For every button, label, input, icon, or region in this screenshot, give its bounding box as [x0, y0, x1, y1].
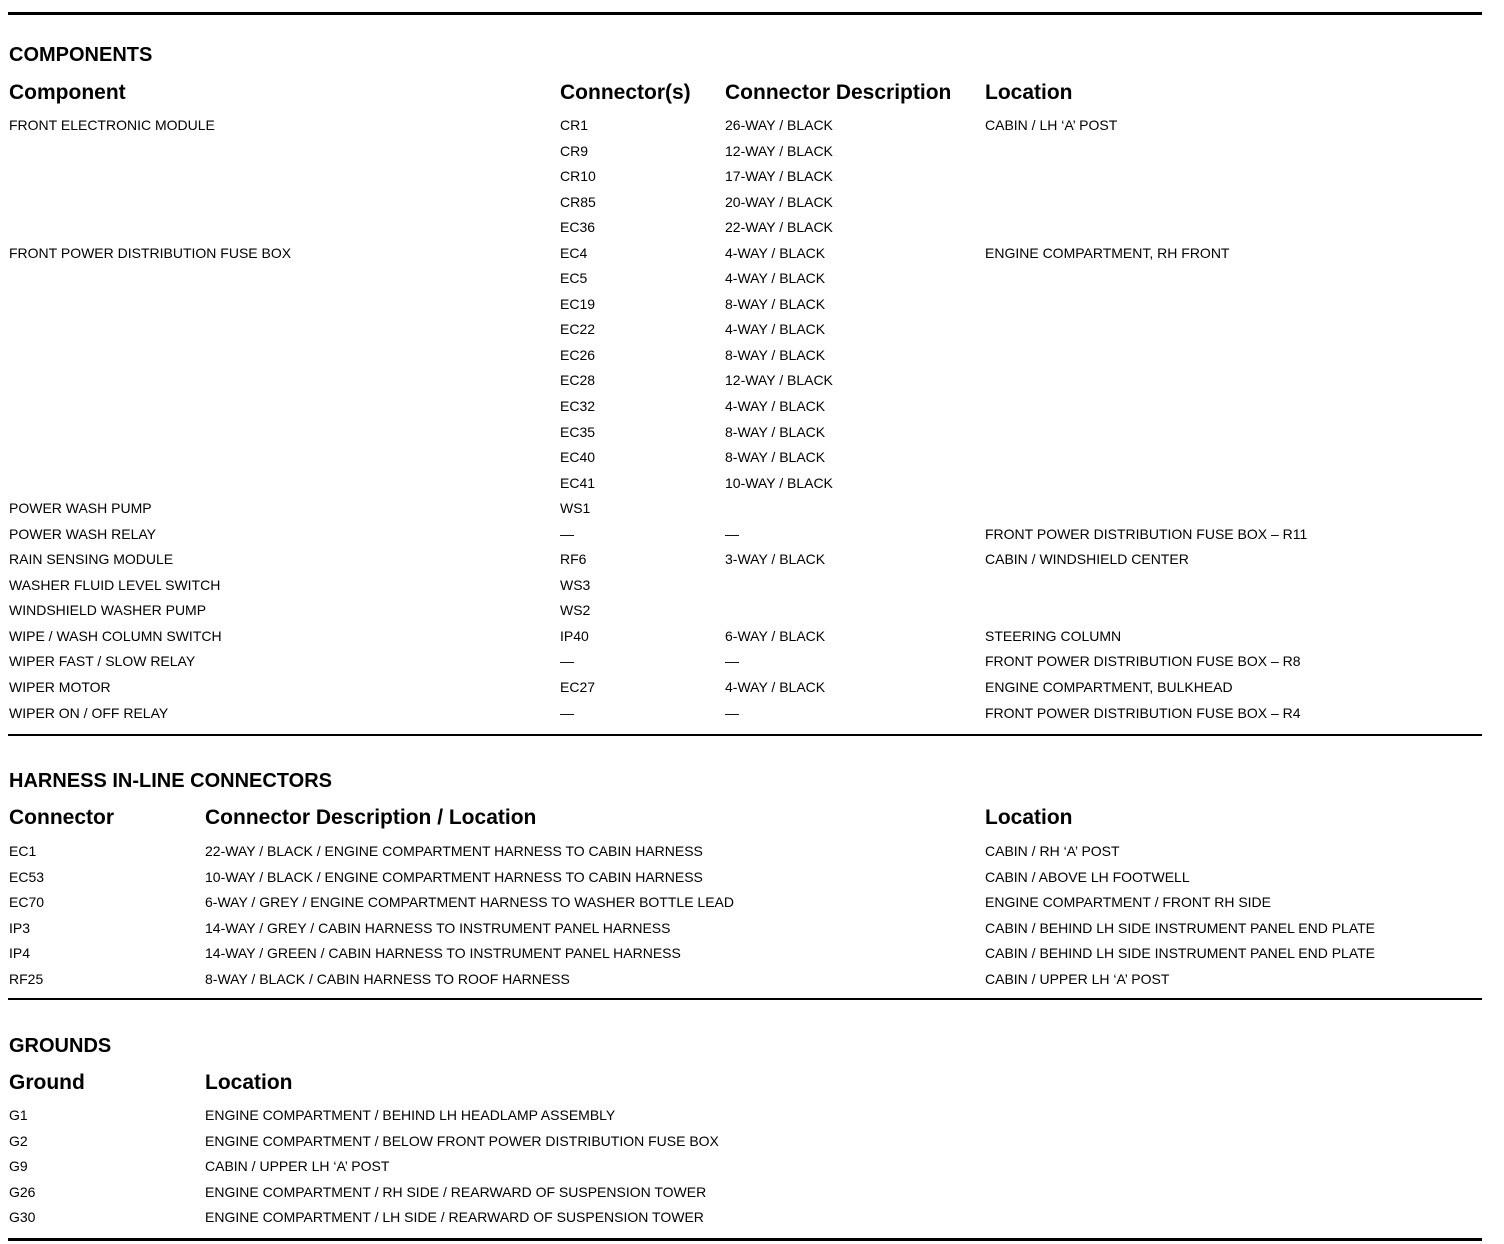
table-row	[0, 678, 1504, 704]
connector-id-cell: EC5	[560, 270, 588, 287]
connector-description-cell: 17-WAY / BLACK	[725, 168, 833, 185]
table-row	[0, 193, 1504, 219]
location-cell: FRONT POWER DISTRIBUTION FUSE BOX – R8	[985, 653, 1301, 670]
location-cell: FRONT POWER DISTRIBUTION FUSE BOX – R4	[985, 704, 1301, 721]
table-row	[0, 868, 1504, 894]
grounds-header-ground: Ground	[9, 1071, 85, 1094]
connector-description-cell: 6-WAY / GREY / ENGINE COMPARTMENT HARNESS TO WASHER BOTTLE LEAD	[205, 894, 734, 911]
connector-id-cell: RF6	[560, 551, 587, 568]
connector-description-cell: 10-WAY / BLACK / ENGINE COMPARTMENT HARNESS TO CABIN HARNESS	[205, 868, 703, 885]
harness-section-title: HARNESS IN-LINE CONNECTORS	[9, 770, 332, 792]
connector-description-cell: —	[725, 525, 739, 542]
table-row	[0, 1157, 1504, 1183]
location-cell: ENGINE COMPARTMENT / LH SIDE / REARWARD OF SUSPENSION TOWER	[205, 1209, 704, 1226]
table-row	[0, 525, 1504, 551]
connector-id-cell: WS1	[560, 500, 591, 517]
connector-id-cell: —	[560, 653, 574, 670]
connector-description-cell: 14-WAY / GREY / CABIN HARNESS TO INSTRUMENT PANEL HARNESS	[205, 919, 671, 936]
components-table-body	[0, 116, 1504, 729]
grounds-header-location: Location	[205, 1071, 293, 1094]
connector-id-cell: —	[560, 704, 574, 721]
table-row	[0, 1208, 1504, 1234]
connector-id-cell: CR10	[560, 168, 596, 185]
harness-header-location: Location	[985, 806, 1073, 829]
table-row	[0, 919, 1504, 945]
table-row	[0, 576, 1504, 602]
location-cell: CABIN / RH ‘A’ POST	[985, 843, 1120, 859]
connector-description-cell: 3-WAY / BLACK	[725, 551, 826, 568]
table-row	[0, 893, 1504, 919]
connector-id-cell: IP40	[560, 627, 589, 644]
component-name-cell: FRONT ELECTRONIC MODULE	[9, 117, 215, 133]
table-row	[0, 244, 1504, 270]
connector-description-cell: 8-WAY / BLACK / CABIN HARNESS TO ROOF HARNESS	[205, 970, 570, 987]
connector-description-cell: 4-WAY / BLACK	[725, 244, 826, 261]
harness-header-connector: Connector	[9, 806, 114, 829]
connector-id-cell: EC4	[560, 244, 588, 261]
location-cell: CABIN / LH ‘A’ POST	[985, 117, 1118, 133]
ground-id-cell: G26	[9, 1183, 36, 1200]
location-cell: CABIN / ABOVE LH FOOTWELL	[985, 868, 1190, 885]
connector-description-cell: 8-WAY / BLACK	[725, 449, 826, 466]
connector-id-cell: EC1	[9, 843, 37, 859]
table-row	[0, 397, 1504, 423]
table-row	[0, 550, 1504, 576]
components-header-location: Location	[985, 81, 1073, 104]
components-header-component: Component	[9, 81, 126, 104]
connector-id-cell: EC32	[560, 398, 596, 415]
connector-id-cell: EC40	[560, 449, 596, 466]
component-name-cell: WIPER FAST / SLOW RELAY	[9, 653, 196, 670]
component-name-cell: WIPER ON / OFF RELAY	[9, 704, 169, 721]
location-cell: ENGINE COMPARTMENT, RH FRONT	[985, 244, 1230, 261]
table-row	[0, 627, 1504, 653]
connector-description-cell: 22-WAY / BLACK	[725, 219, 833, 236]
ground-id-cell: G30	[9, 1209, 36, 1226]
component-name-cell: RAIN SENSING MODULE	[9, 551, 174, 568]
connector-id-cell: EC19	[560, 295, 596, 312]
location-cell: ENGINE COMPARTMENT, BULKHEAD	[985, 679, 1233, 696]
location-cell: CABIN / UPPER LH ‘A’ POST	[205, 1158, 390, 1175]
ground-id-cell: G1	[9, 1107, 28, 1123]
harness-header-description: Connector Description / Location	[205, 806, 537, 829]
harness-bottom-rule	[8, 998, 1482, 1000]
connector-description-cell: 12-WAY / BLACK	[725, 372, 833, 389]
top-rule	[8, 12, 1482, 15]
component-name-cell: WIPE / WASH COLUMN SWITCH	[9, 627, 222, 644]
connector-description-cell: —	[725, 653, 739, 670]
location-cell: ENGINE COMPARTMENT / BELOW FRONT POWER DISTRIBUTION FUSE BOX	[205, 1132, 719, 1149]
location-cell: CABIN / BEHIND LH SIDE INSTRUMENT PANEL END PLATE	[985, 945, 1376, 962]
connector-id-cell: —	[560, 525, 574, 542]
connector-id-cell: EC22	[560, 321, 596, 338]
connector-description-cell: 4-WAY / BLACK	[725, 679, 826, 696]
connector-description-cell: 8-WAY / BLACK	[725, 346, 826, 363]
table-row	[0, 474, 1504, 500]
connector-id-cell: EC35	[560, 423, 596, 440]
grounds-section-title: GROUNDS	[9, 1035, 112, 1057]
location-cell: ENGINE COMPARTMENT / RH SIDE / REARWARD OF SUSPENSION TOWER	[205, 1183, 707, 1200]
location-cell: ENGINE COMPARTMENT / FRONT RH SIDE	[985, 894, 1271, 911]
connector-id-cell: CR9	[560, 142, 589, 159]
table-row	[0, 601, 1504, 627]
connector-id-cell: RF25	[9, 970, 44, 987]
table-row	[0, 116, 1504, 142]
components-bottom-rule	[8, 734, 1482, 736]
table-row	[0, 704, 1504, 730]
connector-description-cell: 26-WAY / BLACK	[725, 117, 833, 133]
component-name-cell: WIPER MOTOR	[9, 679, 111, 696]
components-section-title: COMPONENTS	[9, 44, 153, 66]
location-cell: FRONT POWER DISTRIBUTION FUSE BOX – R11	[985, 525, 1308, 542]
connector-description-cell: 20-WAY / BLACK	[725, 193, 833, 210]
table-row	[0, 269, 1504, 295]
table-row	[0, 218, 1504, 244]
table-row	[0, 1132, 1504, 1158]
table-row	[0, 499, 1504, 525]
table-row	[0, 1183, 1504, 1209]
table-row	[0, 448, 1504, 474]
connector-id-cell: EC70	[9, 894, 45, 911]
connector-description-cell: 8-WAY / BLACK	[725, 295, 826, 312]
connector-id-cell: EC36	[560, 219, 596, 236]
location-cell: CABIN / BEHIND LH SIDE INSTRUMENT PANEL END PLATE	[985, 919, 1376, 936]
table-row	[0, 842, 1504, 868]
connector-id-cell: CR1	[560, 117, 589, 133]
grounds-table-body	[0, 1106, 1504, 1234]
table-row	[0, 371, 1504, 397]
connector-description-cell: 6-WAY / BLACK	[725, 627, 826, 644]
connector-description-cell: 14-WAY / GREEN / CABIN HARNESS TO INSTRUMENT PANEL HARNESS	[205, 945, 681, 962]
components-header-connectors: Connector(s)	[560, 81, 691, 104]
connector-description-cell: 4-WAY / BLACK	[725, 398, 826, 415]
table-row	[0, 944, 1504, 970]
location-cell: ENGINE COMPARTMENT / BEHIND LH HEADLAMP ASSEMBLY	[205, 1107, 616, 1123]
location-cell: CABIN / UPPER LH ‘A’ POST	[985, 970, 1170, 987]
table-row	[0, 970, 1504, 996]
connector-description-cell: —	[725, 704, 739, 721]
connector-id-cell: EC27	[560, 679, 596, 696]
table-row	[0, 142, 1504, 168]
connector-description-cell: 4-WAY / BLACK	[725, 270, 826, 287]
connector-description-cell: 4-WAY / BLACK	[725, 321, 826, 338]
connector-id-cell: EC53	[9, 868, 45, 885]
bottom-rule	[8, 1238, 1482, 1241]
table-row	[0, 320, 1504, 346]
table-row	[0, 423, 1504, 449]
ground-id-cell: G2	[9, 1132, 28, 1149]
connector-id-cell: EC41	[560, 474, 596, 491]
table-row	[0, 167, 1504, 193]
table-row	[0, 346, 1504, 372]
component-name-cell: POWER WASH PUMP	[9, 500, 152, 517]
connector-id-cell: WS2	[560, 602, 591, 619]
connector-id-cell: EC26	[560, 346, 596, 363]
location-cell: STEERING COLUMN	[985, 627, 1122, 644]
connector-id-cell: IP4	[9, 945, 31, 962]
connector-description-cell: 10-WAY / BLACK	[725, 474, 833, 491]
component-name-cell: FRONT POWER DISTRIBUTION FUSE BOX	[9, 244, 292, 261]
connector-description-cell: 22-WAY / BLACK / ENGINE COMPARTMENT HARNESS TO CABIN HARNESS	[205, 843, 703, 859]
connector-id-cell: CR85	[560, 193, 596, 210]
connector-id-cell: IP3	[9, 919, 31, 936]
component-name-cell: WASHER FLUID LEVEL SWITCH	[9, 576, 221, 593]
connector-description-cell: 12-WAY / BLACK	[725, 142, 833, 159]
table-row	[0, 295, 1504, 321]
table-row	[0, 1106, 1504, 1132]
components-header-description: Connector Description	[725, 81, 952, 104]
location-cell: CABIN / WINDSHIELD CENTER	[985, 551, 1189, 568]
connector-description-cell: 8-WAY / BLACK	[725, 423, 826, 440]
ground-id-cell: G9	[9, 1158, 28, 1175]
table-row	[0, 652, 1504, 678]
component-name-cell: POWER WASH RELAY	[9, 525, 157, 542]
harness-table-body	[0, 842, 1504, 995]
connector-id-cell: EC28	[560, 372, 596, 389]
component-name-cell: WINDSHIELD WASHER PUMP	[9, 602, 207, 619]
connector-id-cell: WS3	[560, 576, 591, 593]
